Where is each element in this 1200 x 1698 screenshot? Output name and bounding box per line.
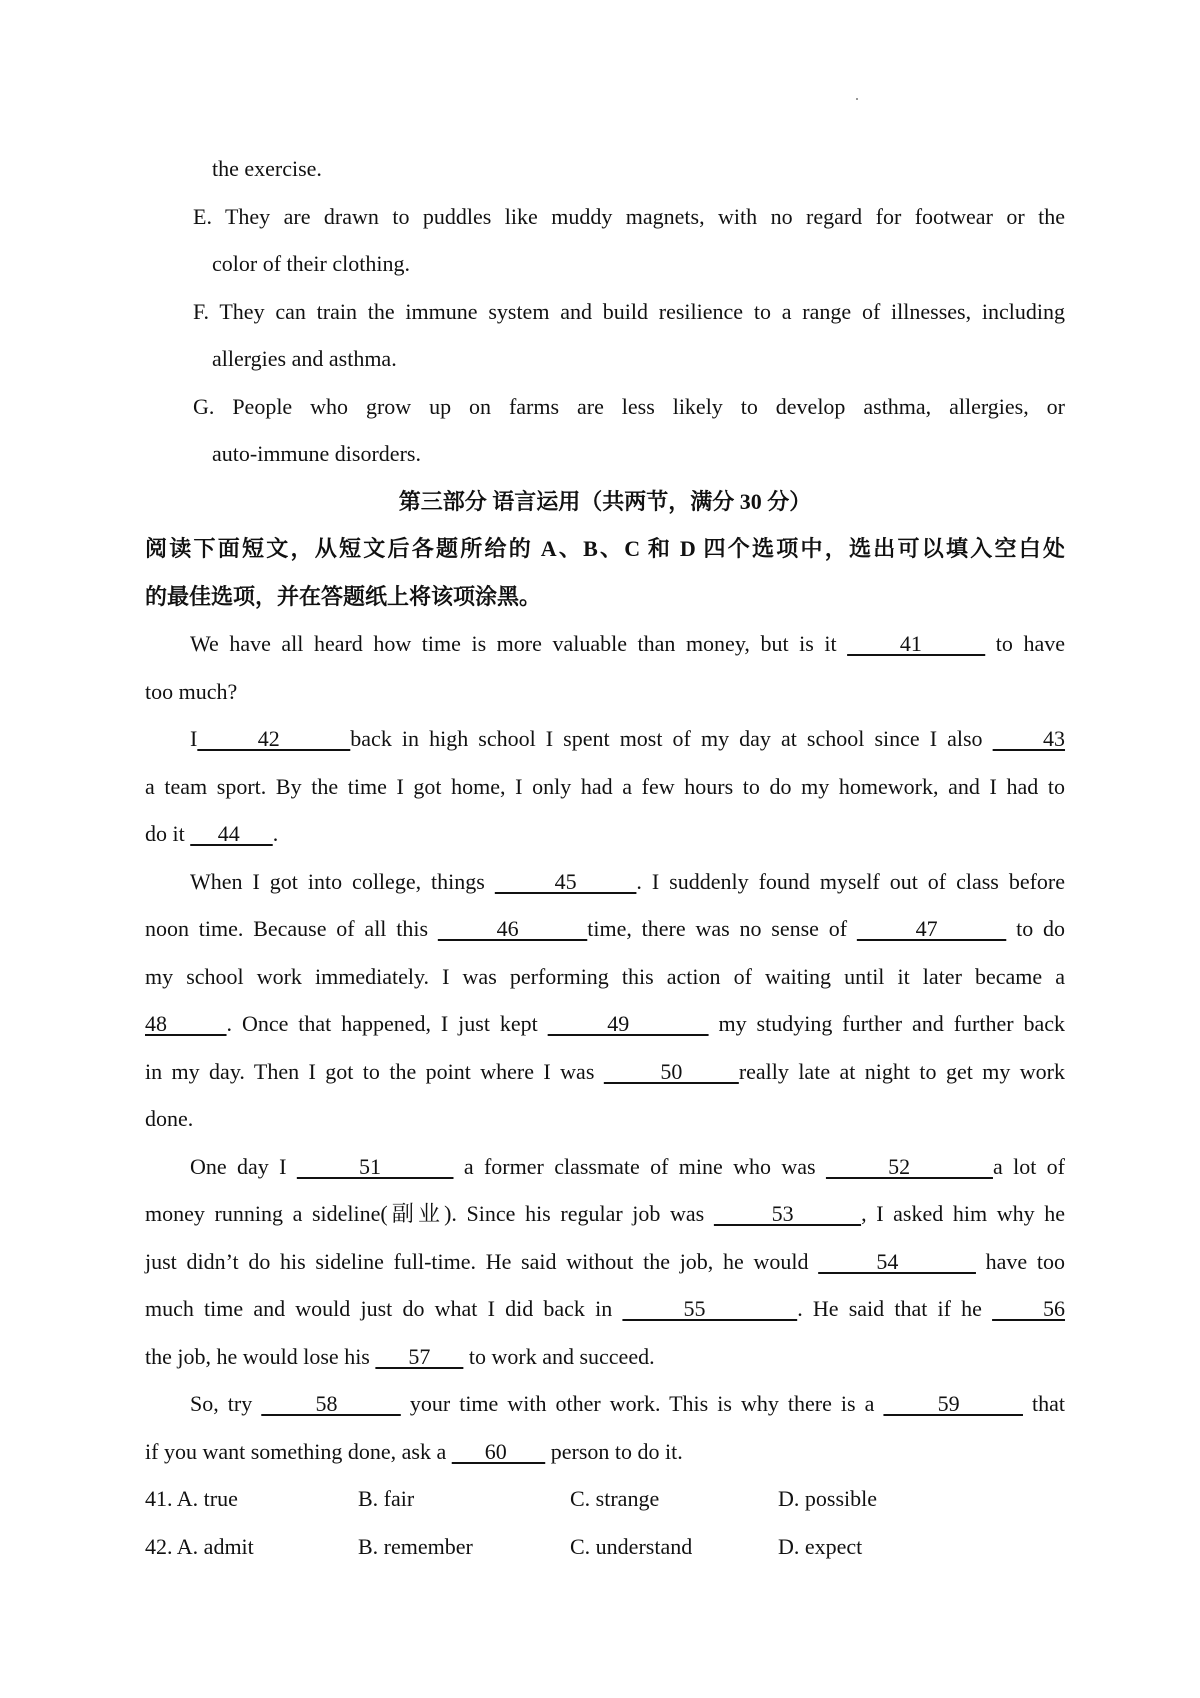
option-d-continuation: the exercise.: [212, 156, 322, 181]
passage-line: [145, 1438, 1065, 1466]
blank-41: 41: [847, 631, 986, 656]
passage-text: One day I: [190, 1154, 297, 1179]
option-e-line1: E. They are drawn to puddles like muddy magnets, with no regard for footwear or the: [193, 204, 1065, 229]
option-e-line2: color of their clothing.: [212, 251, 410, 276]
question-42-option-b: B. remember: [358, 1534, 473, 1559]
passage-text: back in high school I spent most of my day at school since I also: [350, 726, 993, 751]
passage-text: really late at night to get my work: [738, 1059, 1065, 1084]
passage-text: to do: [1006, 916, 1065, 941]
option-f-line2: allergies and asthma.: [212, 346, 397, 371]
question-41-option-c: C. strange: [570, 1486, 660, 1511]
passage-text: . He said that if he: [797, 1296, 993, 1321]
blank-53: 53: [713, 1201, 862, 1226]
passage-line: [145, 1058, 1065, 1086]
passage-line: my school work immediately. I was performing this action of waiting until it later became a: [145, 964, 1065, 989]
passage-text: time, there was no sense of: [587, 916, 857, 941]
blank-52: 52: [825, 1154, 993, 1179]
passage-text: if you want something done, ask a: [145, 1439, 452, 1464]
passage-line: [145, 1200, 1065, 1228]
passage-text: person to do it.: [545, 1439, 683, 1464]
passage-text: the job, he would lose his: [145, 1344, 376, 1369]
passage-text: . I suddenly found myself out of class before: [636, 869, 1066, 894]
passage-line: a team sport. By the time I got home, I only had a few hours to do my homework, and I had to: [145, 774, 1065, 799]
passage-text: When I got into college, things: [190, 869, 495, 894]
passage-line: [190, 1390, 1065, 1418]
passage-text: money running a sideline(副业). Since his regular job was: [145, 1201, 714, 1226]
passage-text: .: [272, 821, 279, 846]
blank-44: 44: [190, 821, 273, 846]
passage-text: a former classmate of mine who was: [453, 1154, 826, 1179]
blank-60: 60: [451, 1439, 546, 1464]
passage-text: that: [1022, 1391, 1065, 1416]
scan-dot: [856, 98, 858, 100]
passage-line: [145, 1248, 1065, 1276]
blank-51: 51: [296, 1154, 454, 1179]
blank-54: 54: [818, 1249, 976, 1274]
blank-50: 50: [603, 1059, 739, 1084]
passage-text: We have all heard how time is more valuable than money, but is it: [190, 631, 848, 656]
part3-instruction-line1: 阅读下面短文，从短文后各题所给的 A、B、C 和 D 四个选项中，选出可以填入空白处: [145, 536, 1065, 561]
blank-42: 42: [197, 726, 351, 751]
passage-text: a lot of: [992, 1154, 1066, 1179]
question-41-option-a: 41. A. true: [145, 1486, 238, 1511]
passage-line: [190, 725, 1065, 753]
passage-text: do it: [145, 821, 191, 846]
passage-text: , I asked him why he: [861, 1201, 1066, 1226]
blank-45: 45: [494, 869, 637, 894]
passage-text: in my day. Then I got to the point where I was: [145, 1059, 604, 1084]
question-42-option-c: C. understand: [570, 1534, 693, 1559]
passage-line: too much?: [145, 679, 238, 704]
passage-line: [145, 820, 1065, 848]
passage-text: So, try: [190, 1391, 262, 1416]
blank-55: 55: [622, 1296, 798, 1321]
option-g-line1: G. People who grow up on farms are less likely to develop asthma, allergies, or: [193, 394, 1065, 419]
blank-48: 48: [145, 1011, 227, 1036]
passage-text: my studying further and further back: [708, 1011, 1066, 1036]
question-42-option-a: 42. A. admit: [145, 1534, 254, 1559]
blank-46: 46: [437, 916, 588, 941]
blank-56: 56: [992, 1296, 1066, 1321]
question-42-option-d: D. expect: [778, 1534, 863, 1559]
passage-text: noon time. Because of all this: [145, 916, 438, 941]
passage-text: have too: [975, 1249, 1065, 1274]
blank-47: 47: [856, 916, 1007, 941]
passage-line: [145, 1343, 1065, 1371]
passage-text: just didn’t do his sideline full-time. He said without the job, he would: [145, 1249, 819, 1274]
blank-59: 59: [883, 1391, 1023, 1416]
passage-line: [145, 915, 1065, 943]
passage-text: your time with other work. This is why there is a: [400, 1391, 884, 1416]
passage-text: to have: [985, 631, 1065, 656]
passage-line: [190, 868, 1065, 896]
passage-line: [190, 1153, 1065, 1181]
passage-line: [145, 1295, 1065, 1323]
blank-43: 43: [992, 726, 1066, 751]
passage-text: much time and would just do what I did back in: [145, 1296, 623, 1321]
passage-line: [145, 1010, 1065, 1038]
passage-text: to work and succeed.: [463, 1344, 655, 1369]
passage-text: I: [190, 726, 198, 751]
blank-58: 58: [261, 1391, 401, 1416]
question-41-option-b: B. fair: [358, 1486, 415, 1511]
blank-49: 49: [547, 1011, 709, 1036]
blank-57: 57: [375, 1344, 464, 1369]
part3-instruction-line2: 的最佳选项，并在答题纸上将该项涂黑。: [145, 584, 542, 609]
option-f-line1: F. They can train the immune system and build resilience to a range of illnesses, including: [193, 299, 1065, 324]
passage-line: done.: [145, 1106, 194, 1131]
passage-text: . Once that happened, I just kept: [226, 1011, 548, 1036]
part3-heading: 第三部分 语言运用（共两节，满分 30 分）: [398, 489, 812, 514]
option-g-line2: auto-immune disorders.: [212, 441, 421, 466]
passage-line: [190, 630, 1065, 658]
question-41-option-d: D. possible: [778, 1486, 877, 1511]
